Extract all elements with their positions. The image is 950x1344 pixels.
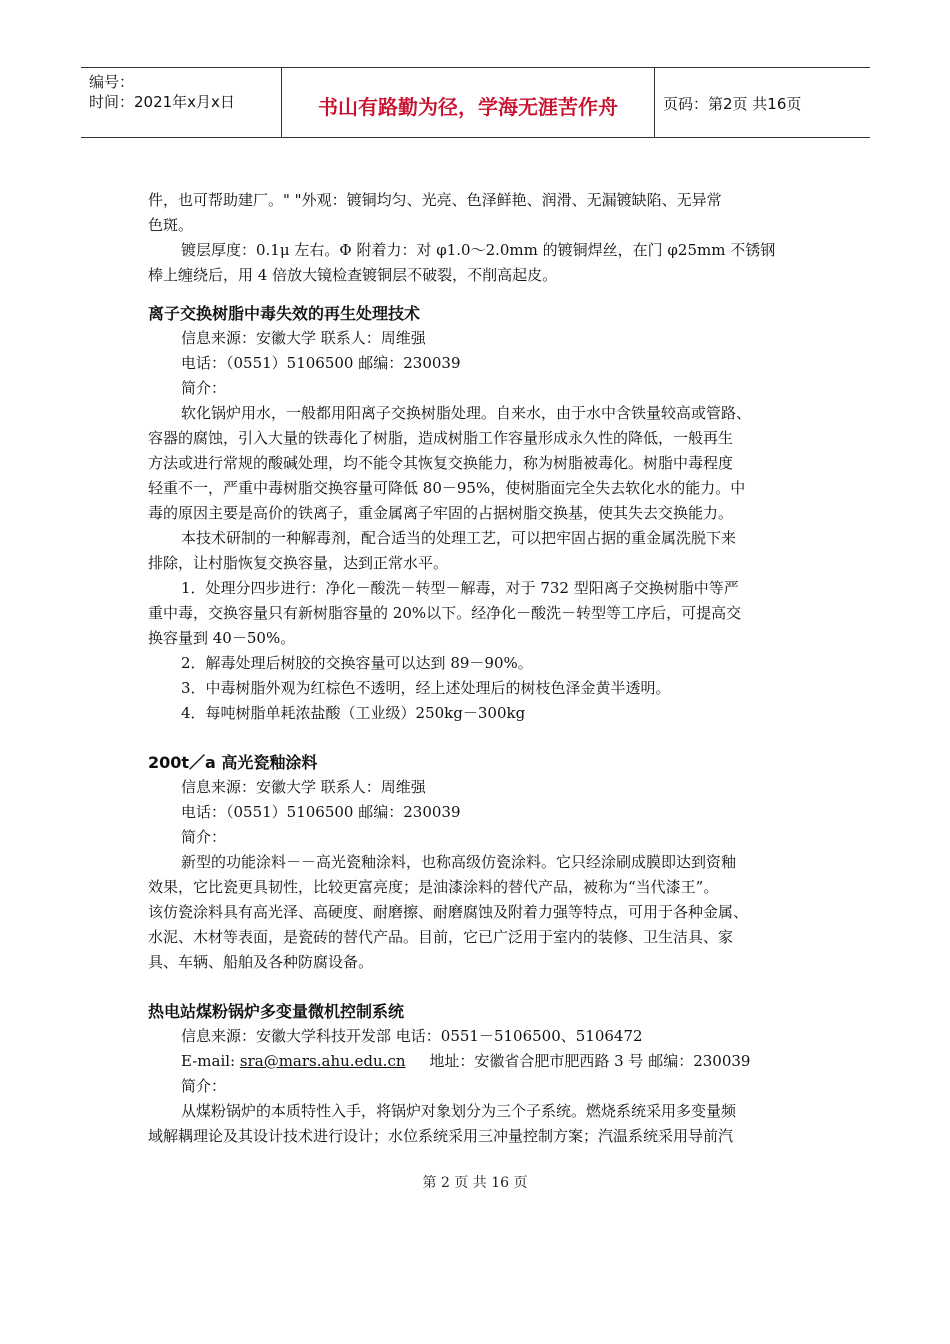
paragraph-line: 容器的腐蚀，引入大量的铁毒化了树脂，造成树脂工作容量形成永久性的降低，一般再生 xyxy=(148,429,734,447)
header-page-info: 页码：第2页 共16页 xyxy=(663,95,802,113)
paragraph-line: 具、车辆、船舶及各种防腐设备。 xyxy=(148,953,374,971)
contact-address: 地址：安徽省合肥市肥西路 3 号 邮编：230039 xyxy=(405,1052,751,1070)
info-source: 信息来源：安徽大学 联系人：周维强 xyxy=(181,778,426,796)
email-label: E-mail: xyxy=(181,1052,240,1070)
header-motto-cell xyxy=(282,68,655,137)
brief-label: 简介： xyxy=(181,1077,227,1095)
list-item: 4．每吨树脂单耗浓盐酸（工业级）250kg－300kg xyxy=(181,704,526,722)
header-motto: 书山有路勤为径，学海无涯苦作舟 xyxy=(318,95,618,119)
contact-phone: 电话：（0551）5106500 邮编：230039 xyxy=(181,354,461,372)
paragraph-line: 毒的原因主要是高价的铁离子，重金属离子牢固的占据树脂交换基，使其失去交换能力。 xyxy=(148,504,734,522)
info-source: 信息来源：安徽大学 联系人：周维强 xyxy=(181,329,426,347)
paragraph-line: 新型的功能涂料－－高光瓷釉涂料，也称高级仿瓷涂料。它只经涂刷成膜即达到资釉 xyxy=(181,853,737,871)
list-item: 2．解毒处理后树胶的交换容量可以达到 89－90%。 xyxy=(181,654,533,672)
list-item-continuation: 重中毒，交换容量只有新树脂容量的 20%以下。经净化－酸洗－转型等工序后，可提高交 xyxy=(148,604,742,622)
list-item: 3．中毒树脂外观为红棕色不透明，经上述处理后的树枝色泽金黄半透明。 xyxy=(181,679,671,697)
header-page-cell xyxy=(655,68,870,137)
section-title: 离子交换树脂中毒失效的再生处理技术 xyxy=(148,304,421,323)
contact-phone: 电话：（0551）5106500 邮编：230039 xyxy=(181,803,461,821)
paragraph-line: 该仿瓷涂料具有高光泽、高硬度、耐磨擦、耐磨腐蚀及附着力强等特点，可用于各种金属、 xyxy=(148,903,749,921)
paragraph-line: 水泥、木材等表面，是瓷砖的替代产品。目前，它已广泛用于室内的装修、卫生洁具、家 xyxy=(148,928,734,946)
paragraph-line: 软化锅炉用水，一般都用阳离子交换树脂处理。自来水，由于水中含铁量较高或管路、 xyxy=(181,404,752,422)
page-footer: 第 2 页 共 16 页 xyxy=(422,1175,528,1191)
section-title: 200t／a 高光瓷釉涂料 xyxy=(148,753,318,772)
document-date: 时间：2021年x月x日 xyxy=(89,93,235,111)
paragraph-line: 从煤粉锅炉的本质特性入手，将锅炉对象划分为三个子系统。燃烧系统采用多变量频 xyxy=(181,1102,737,1120)
paragraph-line: 排除，让村脂恢复交换容量，达到正常水平。 xyxy=(148,554,449,572)
paragraph-line: 效果，它比瓷更具韧性，比较更富亮度；是油漆涂料的替代产品，被称为“当代漆王”。 xyxy=(148,878,719,896)
paragraph-line: 镀层厚度：0.1μ 左右。Φ 附着力：对 φ1.0～2.0mm 的镀铜焊丝，在门 φ25mm 不锈钢 xyxy=(181,241,776,259)
brief-label: 简介： xyxy=(181,828,227,846)
list-item: 1．处理分四步进行：净化－酸洗－转型－解毒，对于 732 型阳离子交换树脂中等严 xyxy=(181,579,739,597)
list-item-continuation: 换容量到 40－50%。 xyxy=(148,629,296,647)
paragraph-line: 件，也可帮助建厂。" "外观：镀铜均匀、光亮、色泽鲜艳、润滑、无漏镀缺陷、无异常 xyxy=(148,191,722,209)
info-source: 信息来源：安徽大学科技开发部 电话：0551－5106500、5106472 xyxy=(181,1027,643,1045)
paragraph-line: 域解耦理论及其设计技术进行设计；水位系统采用三冲量控制方案；汽温系统采用导前汽 xyxy=(148,1127,734,1145)
paragraph-line: 棒上缠绕后，用 4 倍放大镜检查镀铜层不破裂，不削高起皮。 xyxy=(148,266,558,284)
contact-email-line xyxy=(148,1049,804,1074)
header-meta-cell xyxy=(81,68,282,137)
section-title: 热电站煤粉锅炉多变量微机控制系统 xyxy=(148,1002,405,1021)
paragraph-line: 本技术研制的一种解毒剂，配合适当的处理工艺，可以把牢固占据的重金属洗脱下来 xyxy=(181,529,737,547)
paragraph-line: 色斑。 xyxy=(148,216,194,234)
document-number-label: 编号： xyxy=(89,73,135,91)
document-body xyxy=(148,188,804,1149)
page-header xyxy=(81,67,870,138)
paragraph-line: 轻重不一，严重中毒树脂交换容量可降低 80－95%，使树脂面完全失去软化水的能力。中 xyxy=(148,479,746,497)
brief-label: 简介： xyxy=(181,379,227,397)
paragraph-line: 方法或进行常规的酸碱处理，均不能令其恢复交换能力，称为树脂被毒化。树脂中毒程度 xyxy=(148,454,734,472)
email-link[interactable]: sra@mars.ahu.edu.cn xyxy=(239,1052,406,1070)
